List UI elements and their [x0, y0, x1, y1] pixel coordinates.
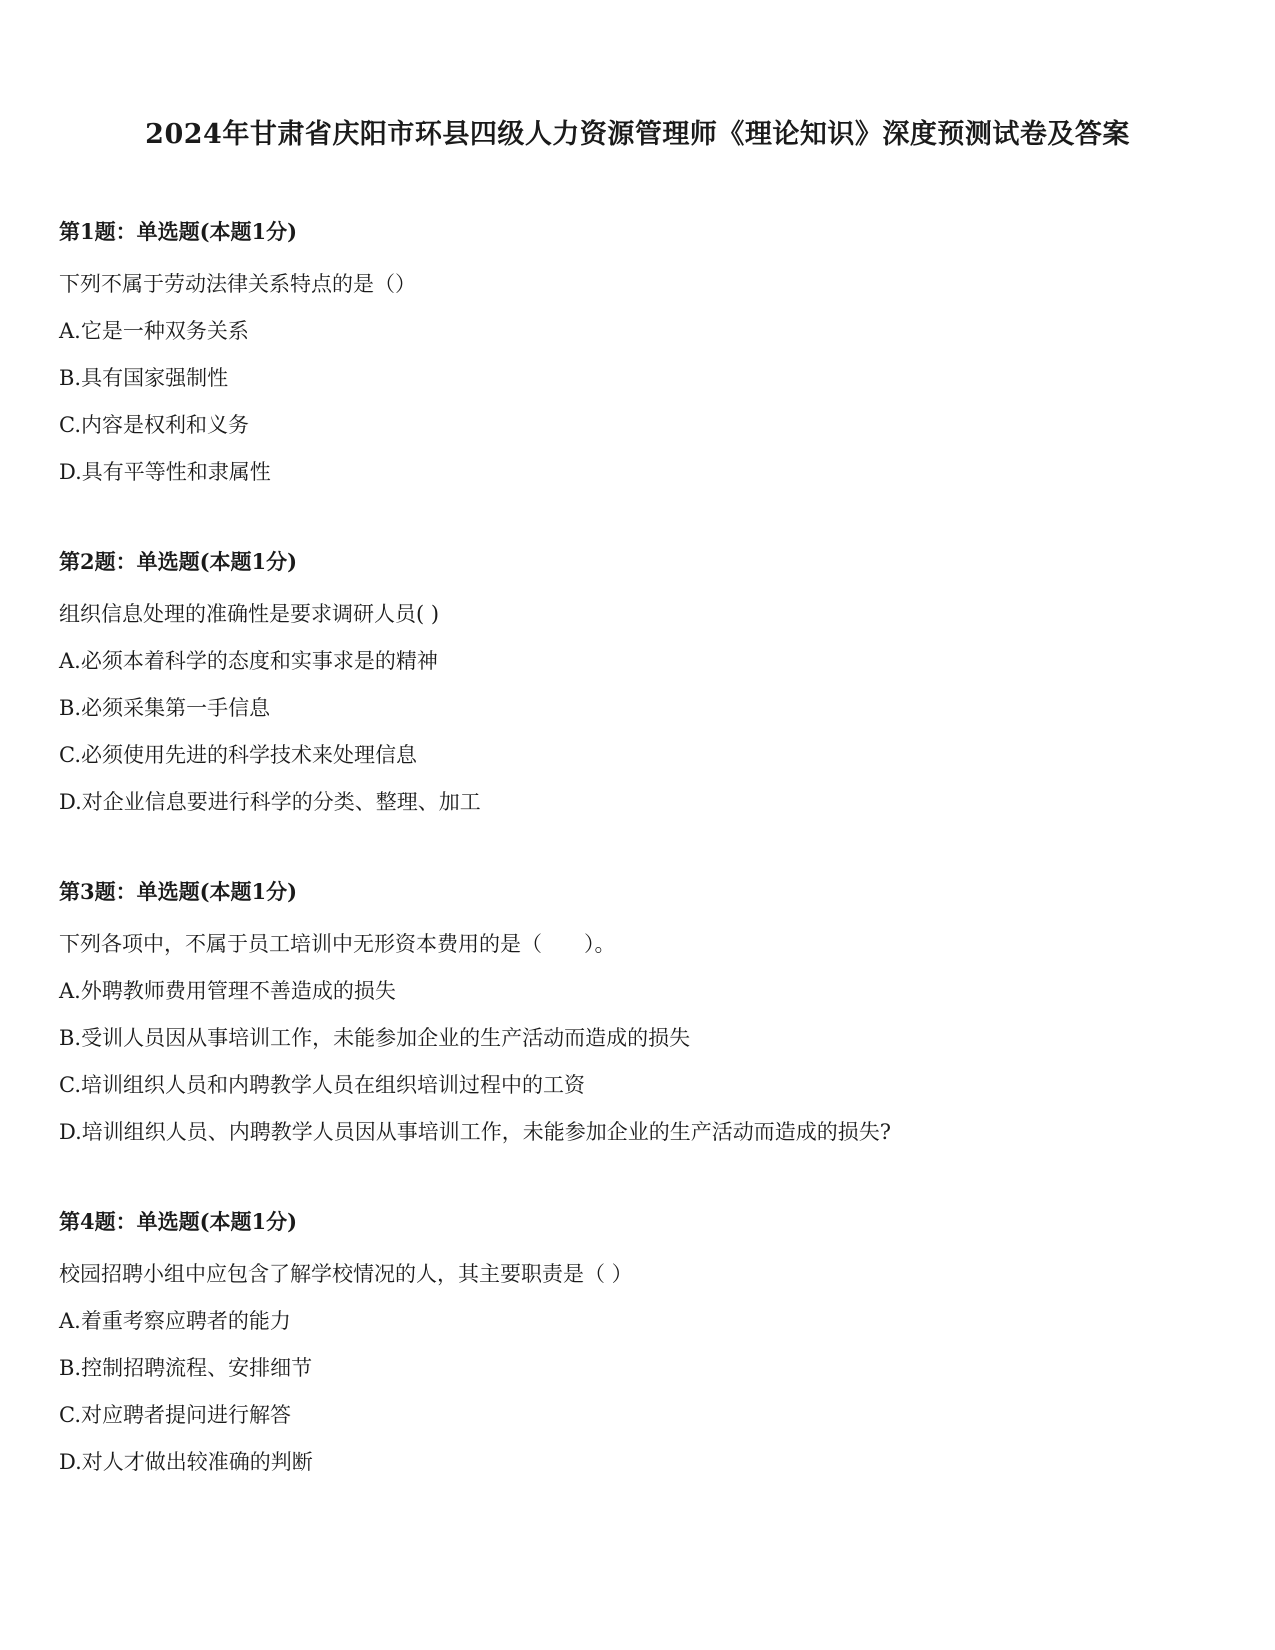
option-d: D.对企业信息要进行科学的分类、整理、加工 — [59, 790, 481, 814]
question-4 — [59, 1208, 1219, 1476]
option-c: C.必须使用先进的科学技术来处理信息 — [59, 743, 417, 767]
question-header: 第4题：单选题(本题1分) — [59, 1209, 298, 1234]
option-d: D.培训组织人员、内聘教学人员因从事培训工作，未能参加企业的生产活动而造成的损失? — [59, 1120, 892, 1144]
option-b: B.控制招聘流程、安排细节 — [59, 1356, 313, 1380]
question-3 — [59, 878, 1219, 1146]
option-b: B.受训人员因从事培训工作，未能参加企业的生产活动而造成的损失 — [59, 1026, 691, 1050]
option-b: B.具有国家强制性 — [59, 366, 229, 390]
question-stem: 下列不属于劳动法律关系特点的是（） — [59, 272, 416, 296]
option-c: C.内容是权利和义务 — [59, 413, 249, 437]
question-stem: 校园招聘小组中应包含了解学校情况的人，其主要职责是（ ） — [59, 1262, 633, 1286]
option-a: A.外聘教师费用管理不善造成的损失 — [59, 979, 396, 1003]
question-2 — [59, 548, 1219, 816]
option-a: A.着重考察应聘者的能力 — [59, 1309, 291, 1333]
option-d: D.对人才做出较准确的判断 — [59, 1450, 313, 1474]
option-a: A.它是一种双务关系 — [59, 319, 249, 343]
question-1 — [59, 218, 1219, 486]
question-header: 第1题：单选题(本题1分) — [59, 219, 298, 244]
option-b: B.必须采集第一手信息 — [59, 696, 271, 720]
question-stem: 下列各项中，不属于员工培训中无形资本费用的是（ ）。 — [59, 932, 616, 956]
document-title: 2024年甘肃省庆阳市环县四级人力资源管理师《理论知识》深度预测试卷及答案 — [145, 119, 1130, 150]
question-stem: 组织信息处理的准确性是要求调研人员( ) — [59, 602, 440, 626]
option-c: C.对应聘者提问进行解答 — [59, 1403, 291, 1427]
option-a: A.必须本着科学的态度和实事求是的精神 — [59, 649, 438, 673]
question-header: 第3题：单选题(本题1分) — [59, 879, 298, 904]
option-c: C.培训组织人员和内聘教学人员在组织培训过程中的工资 — [59, 1073, 585, 1097]
option-d: D.具有平等性和隶属性 — [59, 460, 271, 484]
question-header: 第2题：单选题(本题1分) — [59, 549, 298, 574]
